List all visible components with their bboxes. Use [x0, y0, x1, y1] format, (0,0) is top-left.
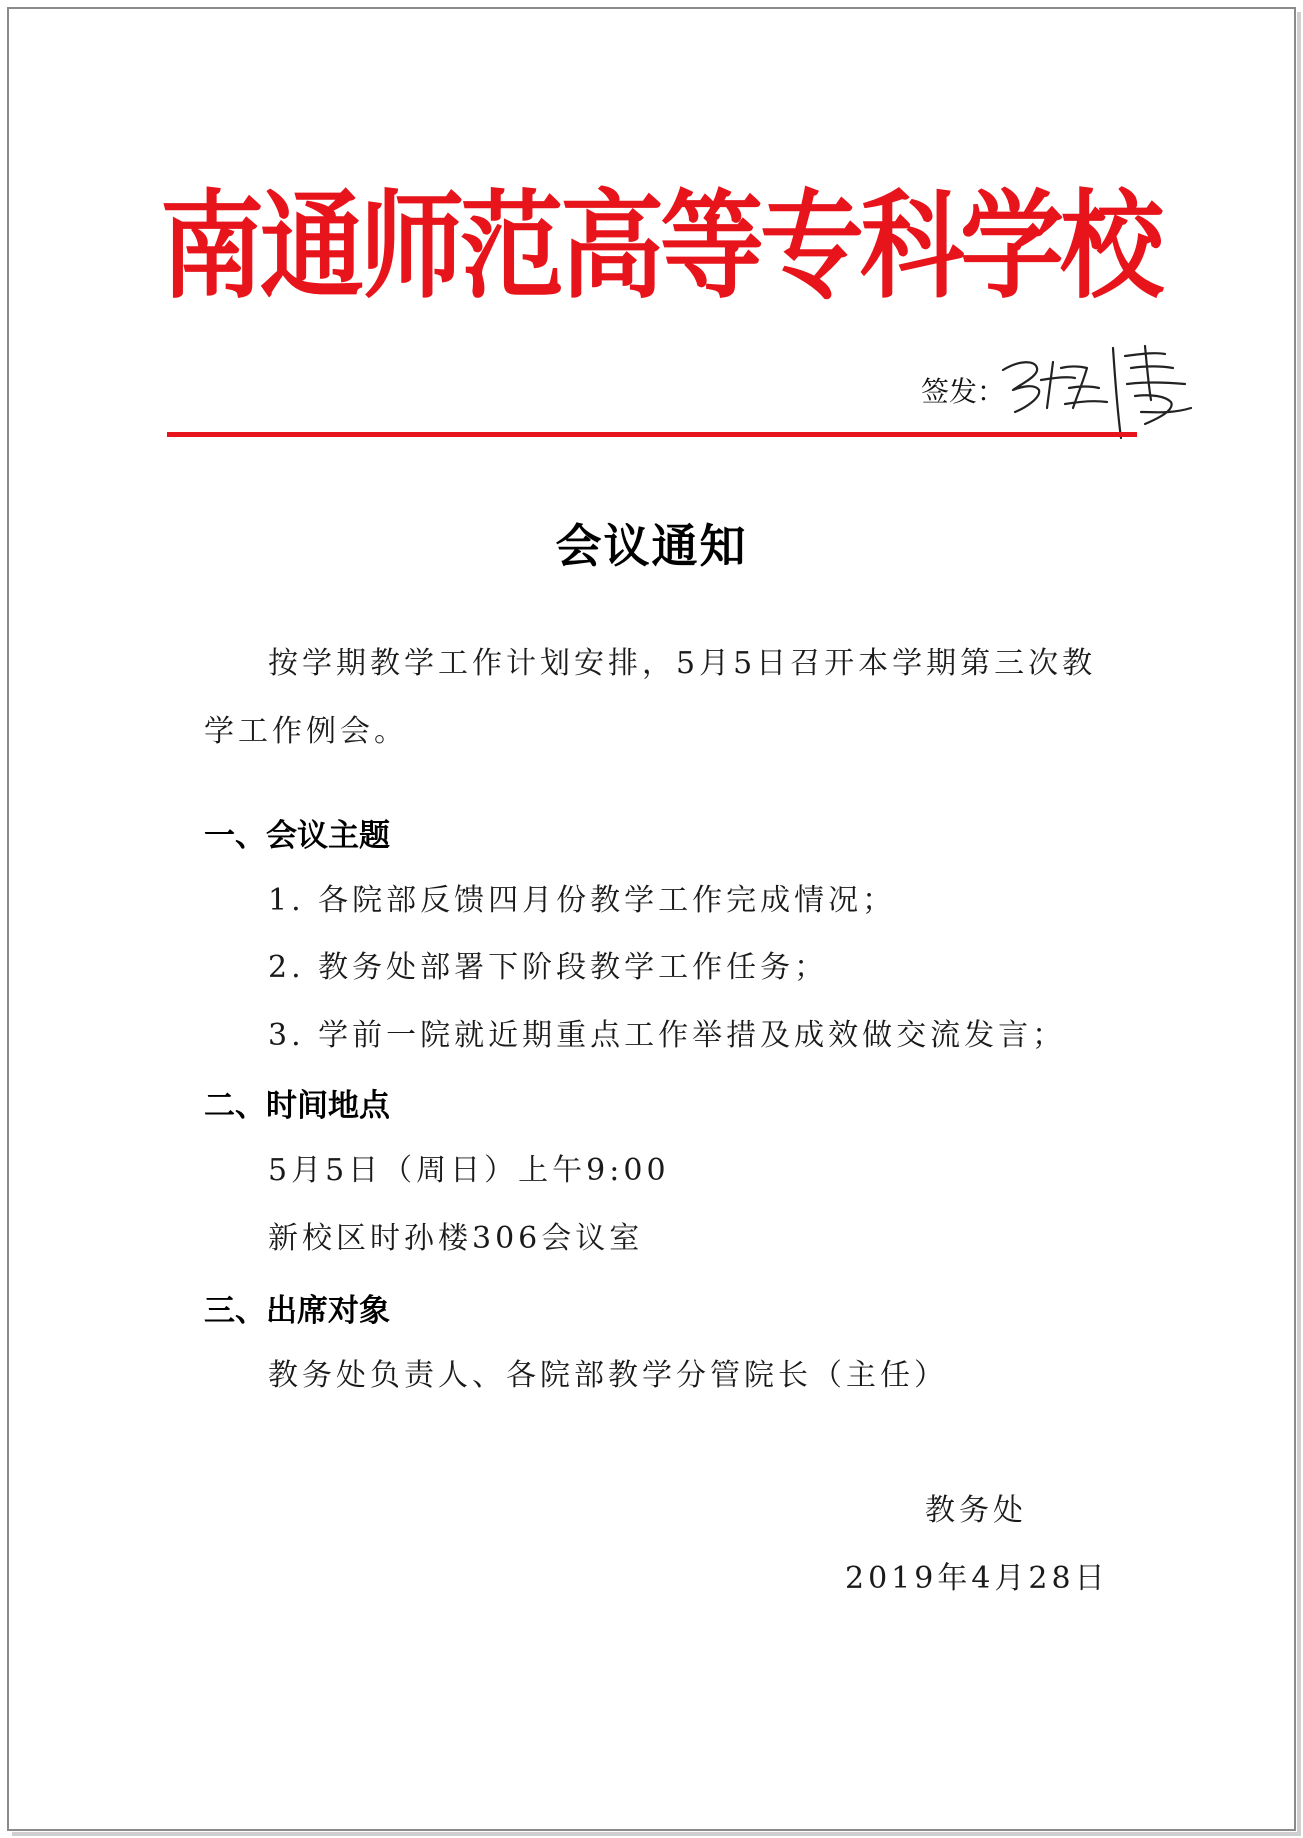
issue-date: 2019年4月28日 [845, 1561, 1109, 1596]
intro-paragraph: 按学期教学工作计划安排，5月5日召开本学期第三次教学工作例会。 [204, 646, 1097, 749]
meeting-place: 新校区时孙楼306会议室 [268, 1221, 644, 1256]
letterhead-red-rule [167, 432, 1137, 437]
signer-label: 签发： [921, 375, 1006, 408]
topic-item-3: 3. 学前一院就近期重点工作举措及成效做交流发言； [268, 1018, 1067, 1053]
section-heading-time-place: 二、时间地点 [204, 1088, 390, 1124]
organization-title: 南通师范高等专科学校 [160, 176, 1161, 315]
document-title: 会议通知 [555, 519, 748, 573]
topic-item-2: 2. 教务处部署下阶段教学工作任务； [268, 950, 829, 985]
attendees: 教务处负责人、各院部教学分管院长（主任） [268, 1358, 948, 1393]
topic-item-1: 1. 各院部反馈四月份教学工作完成情况； [268, 883, 897, 918]
handwritten-signature [995, 338, 1205, 446]
section-heading-topic: 一、会议主题 [204, 818, 390, 854]
section-heading-attendees: 三、出席对象 [204, 1293, 390, 1329]
meeting-time: 5月5日（周日）上午9:00 [268, 1153, 670, 1188]
issuer: 教务处 [925, 1493, 1027, 1528]
